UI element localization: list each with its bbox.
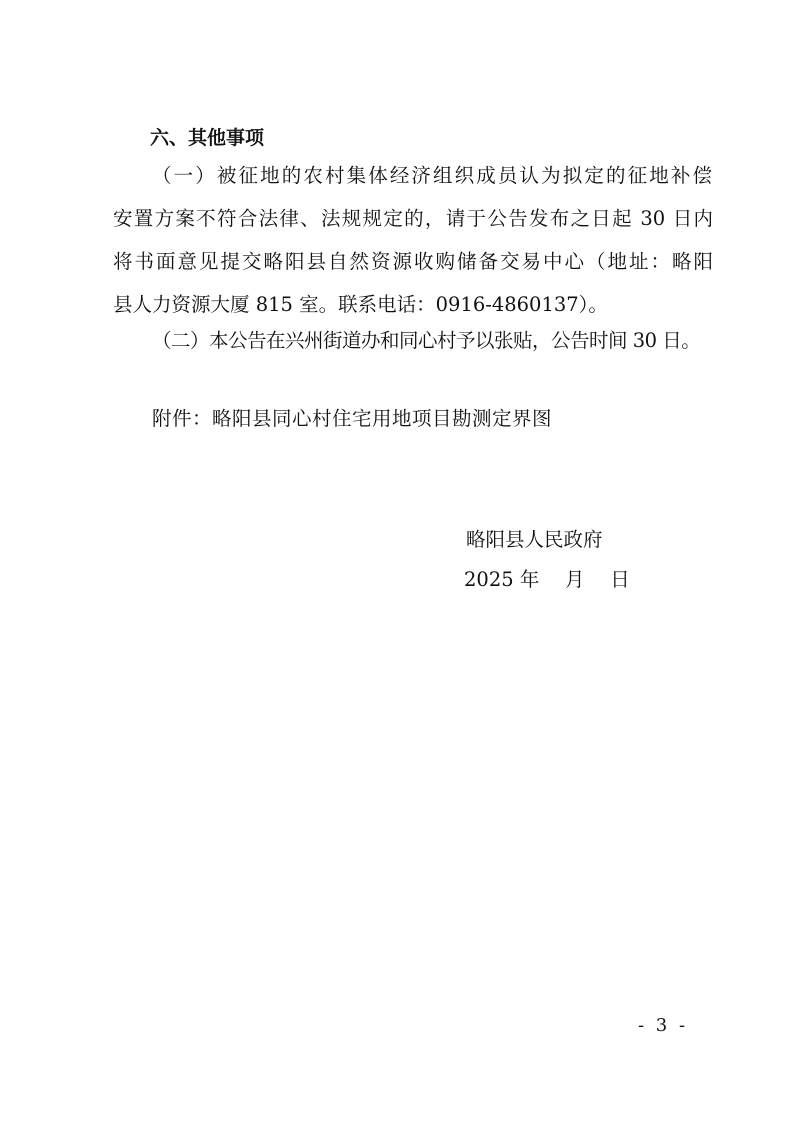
issuer-name: 略阳县人民政府 bbox=[466, 528, 603, 551]
paragraph-1-line-4: 县人力资源大厦 815 室。联系电话：0916-4860137）。 bbox=[113, 293, 608, 316]
paragraph-2: （二）本公告在兴州街道办和同心村予以张贴，公告时间 30 日。 bbox=[152, 329, 701, 352]
attachment-line: 附件：略阳县同心村住宅用地项目勘测定界图 bbox=[152, 407, 553, 430]
page-number: - 3 - bbox=[638, 1015, 689, 1036]
paragraph-1-line-1: （一）被征地的农村集体经济组织成员认为拟定的征地补偿 bbox=[152, 164, 712, 187]
issue-date: 2025 年 月 日 bbox=[464, 568, 630, 591]
paragraph-1-line-2: 安置方案不符合法律、法规规定的，请于公告发布之日起 30 日内 bbox=[113, 207, 713, 230]
section-heading: 六、其他事项 bbox=[150, 127, 265, 149]
paragraph-1-line-3: 将书面意见提交略阳县自然资源收购储备交易中心（地址：略阳 bbox=[113, 250, 713, 273]
